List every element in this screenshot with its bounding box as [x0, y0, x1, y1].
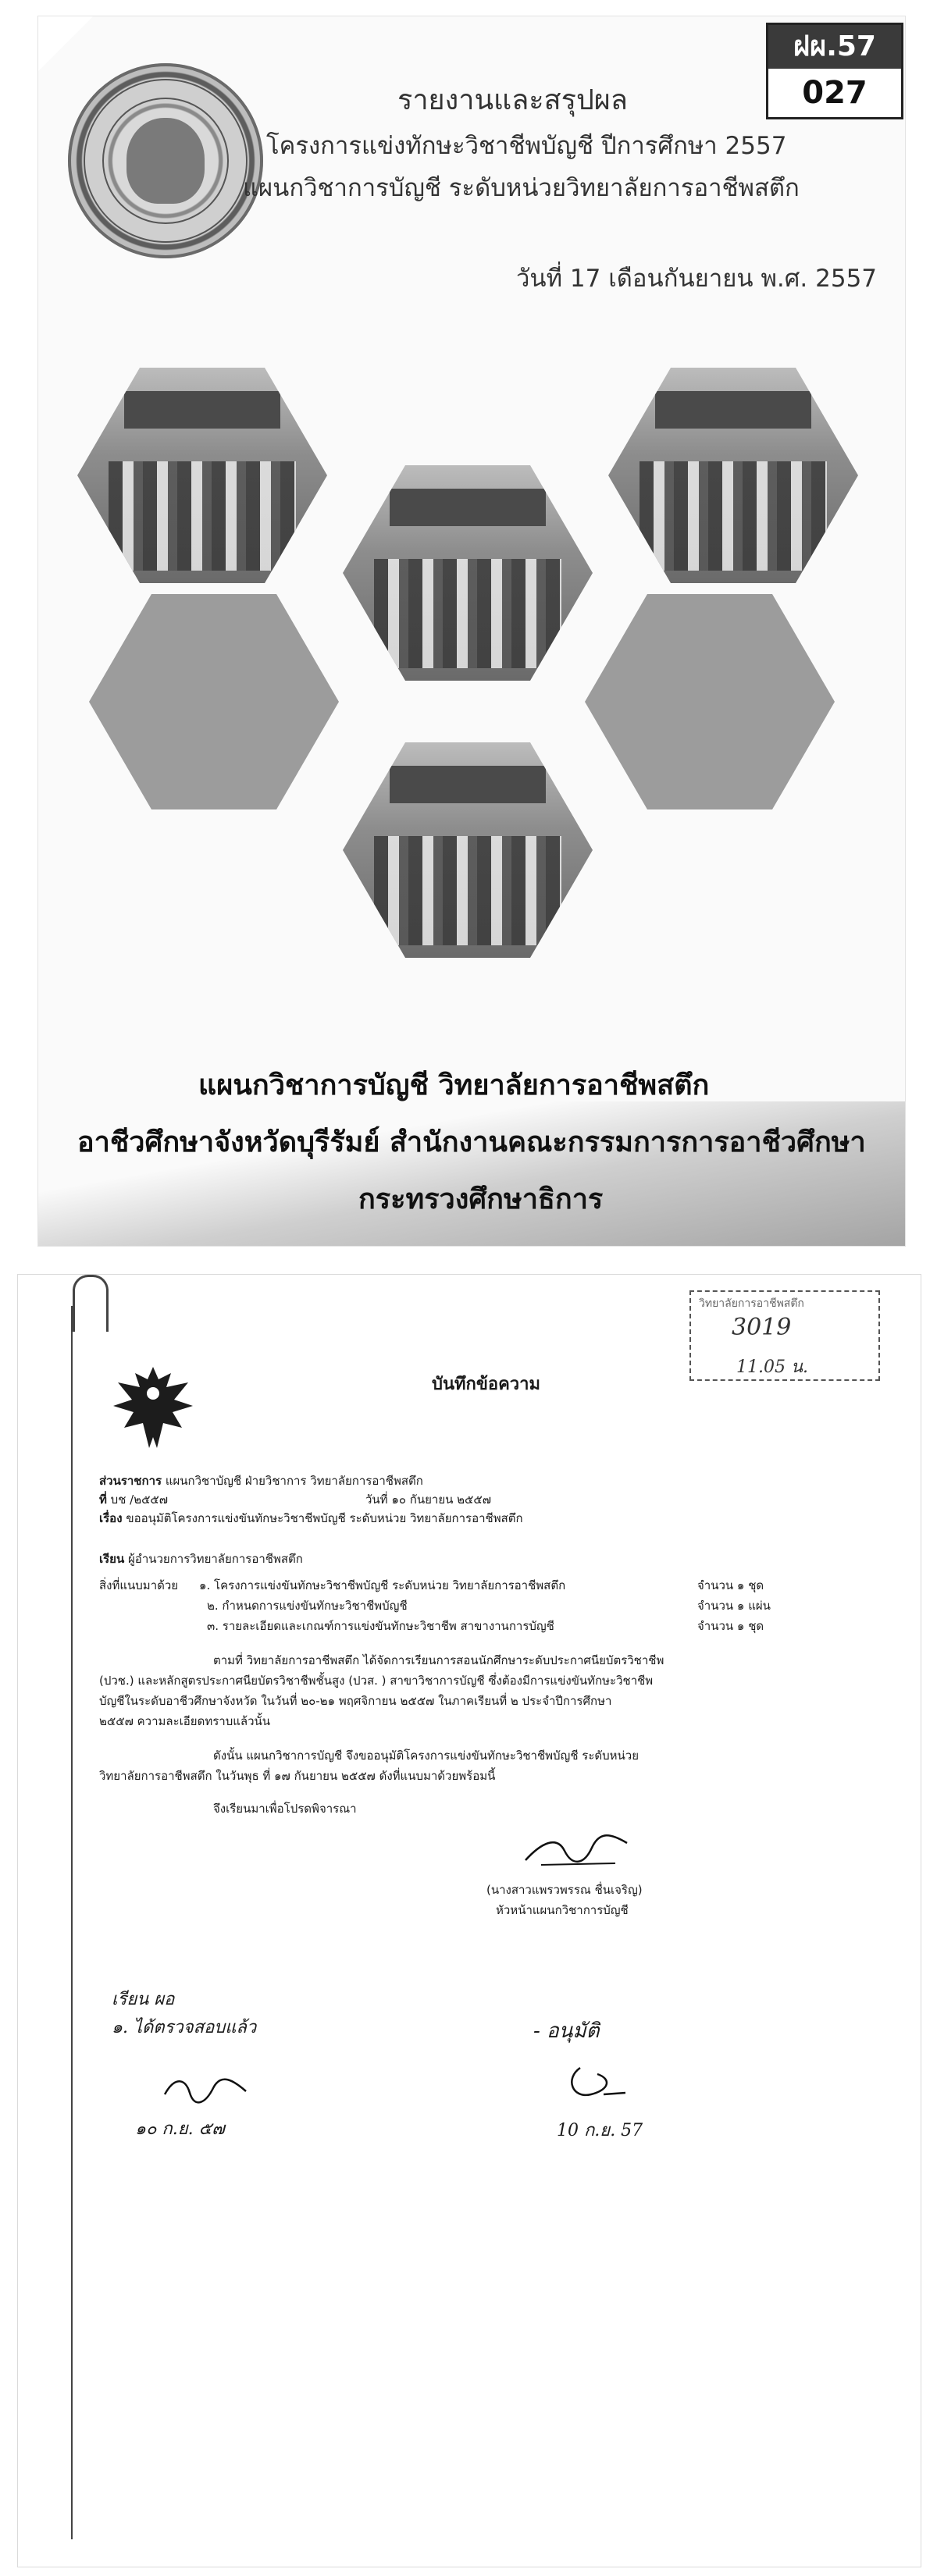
subject-value: ขออนุมัติโครงการแข่งขันทักษะวิชาชีพบัญชี ระดับหน่วย วิทยาลัยการอาชีพสตึก	[126, 1511, 523, 1525]
attach-item-2: ๒. กำหนดการแข่งขันทักษะวิชาชีพบัญชี	[207, 1599, 408, 1613]
memo-date: วันที่ ๑๐ กันยายน ๒๕๕๗	[365, 1493, 492, 1507]
attach-label: สิ่งที่แนบมาด้วย	[99, 1578, 179, 1592]
photo-people	[640, 461, 827, 571]
document-code-box	[766, 23, 903, 119]
signer-name: (นางสาวแพรวพรรณ ชื่นเจริญ)	[486, 1883, 643, 1897]
photo-people	[374, 559, 561, 668]
attach-item-1: ๑. โครงการแข่งขันทักษะวิชาชีพบัญชี ระดับหน่วย วิทยาลัยการอาชีพสตึก	[199, 1578, 566, 1592]
photo-banner	[390, 489, 546, 526]
cover-project-line: โครงการแข่งทักษะวิชาชีพบัญชี ปีการศึกษา 2557	[266, 132, 787, 160]
closing: จึงเรียนมาเพื่อโปรดพิจารณา	[213, 1802, 357, 1816]
handwritten-approval: - อนุมัติ	[533, 2019, 600, 2043]
blank-hexagon-right	[585, 594, 835, 809]
agency-value: แผนกวิชาบัญชี ฝ่ายวิชาการ วิทยาลัยการอาชีพสตึก	[165, 1474, 423, 1488]
to-label: เรียน	[99, 1552, 125, 1566]
cover-footer-line-1: แผนกวิชาการบัญชี วิทยาลัยการอาชีพสตึก	[198, 1069, 710, 1101]
cover-footer-line-2: อาชีวศึกษาจังหวัดบุรีรัมย์ สำนักงานคณะกรรมการการอาชีวศึกษา	[77, 1126, 866, 1158]
handwritten-note-left-2: ๑. ได้ตรวจสอบแล้ว	[112, 2018, 257, 2037]
to-value: ผู้อำนวยการวิทยาลัยการอาชีพสตึก	[128, 1552, 303, 1566]
handwritten-note-left-1: เรียน ผอ	[112, 1990, 175, 2009]
received-stamp	[689, 1290, 880, 1381]
photo-banner	[390, 766, 546, 803]
handwritten-signature-left-icon	[159, 2071, 252, 2110]
cover-footer-line-3: กระทรวงศึกษาธิการ	[358, 1183, 604, 1215]
signature-icon	[518, 1827, 635, 1874]
ref-label: ที่	[99, 1493, 107, 1507]
ref-row	[99, 1490, 168, 1509]
attach-qty-3: จำนวน ๑ ชุด	[697, 1619, 764, 1633]
cover-department-line: แผนกวิชาการบัญชี ระดับหน่วยวิทยาลัยการอาชีพสตึก	[243, 174, 800, 202]
agency-label: ส่วนราชการ	[99, 1474, 162, 1488]
para1-line-2: (ปวช.) และหลักสูตรประกาศนียบัตรวิชาชีพชั้นสูง (ปวส. ) สาขาวิชาการบัญชี ซึ่งต้องมีการแข่งขันทักษะวิชาชีพ	[99, 1674, 654, 1688]
para1-line-1: ตามที่ วิทยาลัยการอาชีพสตึก ได้จัดการเรียนการสอนนักศึกษาระดับประกาศนียบัตรวิชาชีพ	[213, 1653, 664, 1667]
vocational-education-commission-seal	[68, 63, 263, 258]
ref-value: บช /๒๕๕๗	[110, 1493, 169, 1507]
memo-page	[17, 1274, 921, 2567]
document-code-number: 027	[802, 75, 868, 111]
group-photo-hexagon-2	[343, 465, 593, 681]
to-row	[99, 1550, 303, 1568]
cover-title: รายงานและสรุปผล	[397, 84, 628, 116]
subject-label: เรื่อง	[99, 1511, 123, 1525]
para2-line-1: ดังนั้น แผนกวิชาการบัญชี จึงขออนุมัติโครงการแข่งขันทักษะวิชาชีพบัญชี ระดับหน่วย	[213, 1749, 640, 1763]
subject-row	[99, 1509, 523, 1528]
seal-emblem-icon	[126, 118, 205, 204]
document-code-top: ฝผ.57	[768, 25, 901, 69]
photo-people	[374, 836, 561, 945]
cover-date: วันที่ 17 เดือนกันยายน พ.ศ. 2557	[516, 265, 878, 293]
stamp-office: วิทยาลัยการอาชีพสตึก	[699, 1297, 804, 1310]
photo-people	[109, 461, 296, 571]
report-cover-page	[37, 16, 906, 1247]
para1-line-3: บัญชีในระดับอาชีวศึกษาจังหวัด ในวันที่ ๒๐-๒๑ พฤศจิกายน ๒๕๕๗ ในภาคเรียนที่ ๒ ประจำปีการศึกษา	[99, 1694, 612, 1708]
paper-clip-icon	[73, 1275, 109, 1332]
photo-banner	[655, 391, 811, 429]
group-photo-hexagon-4	[343, 742, 593, 958]
agency-row	[99, 1471, 423, 1490]
para2-line-2: วิทยาลัยการอาชีพสตึก ในวันพุธ ที่ ๑๗ กันยายน ๒๕๕๗ ดังที่แนบมาด้วยพร้อมนี้	[99, 1769, 496, 1783]
handwritten-date-left: ๑๐ ก.ย. ๕๗	[135, 2119, 225, 2139]
stamp-time: 11.05 น.	[736, 1357, 809, 1377]
attach-qty-2: จำนวน ๑ แผ่น	[697, 1599, 771, 1613]
stamp-number: 3019	[732, 1314, 792, 1341]
attach-qty-1: จำนวน ๑ ชุด	[697, 1578, 764, 1592]
para1-line-4: ๒๕๕๗ ความละเอียดทราบแล้วนั้น	[99, 1714, 271, 1728]
signer-title: หัวหน้าแผนกวิชาการบัญชี	[496, 1903, 629, 1917]
group-photo-hexagon-1	[77, 368, 327, 583]
handwritten-signature-right-icon	[557, 2063, 635, 2107]
memo-title: บันทึกข้อความ	[432, 1375, 541, 1394]
blank-hexagon-left	[89, 594, 339, 809]
margin-line	[71, 1306, 73, 2539]
attach-item-3: ๓. รายละเอียดและเกณฑ์การแข่งขันทักษะวิชาชีพ สาขางานการบัญชี	[207, 1619, 554, 1633]
handwritten-date-right: 10 ก.ย. 57	[557, 2121, 643, 2140]
group-photo-hexagon-3	[608, 368, 858, 583]
photo-banner	[124, 391, 280, 429]
garuda-emblem-icon	[110, 1362, 196, 1454]
